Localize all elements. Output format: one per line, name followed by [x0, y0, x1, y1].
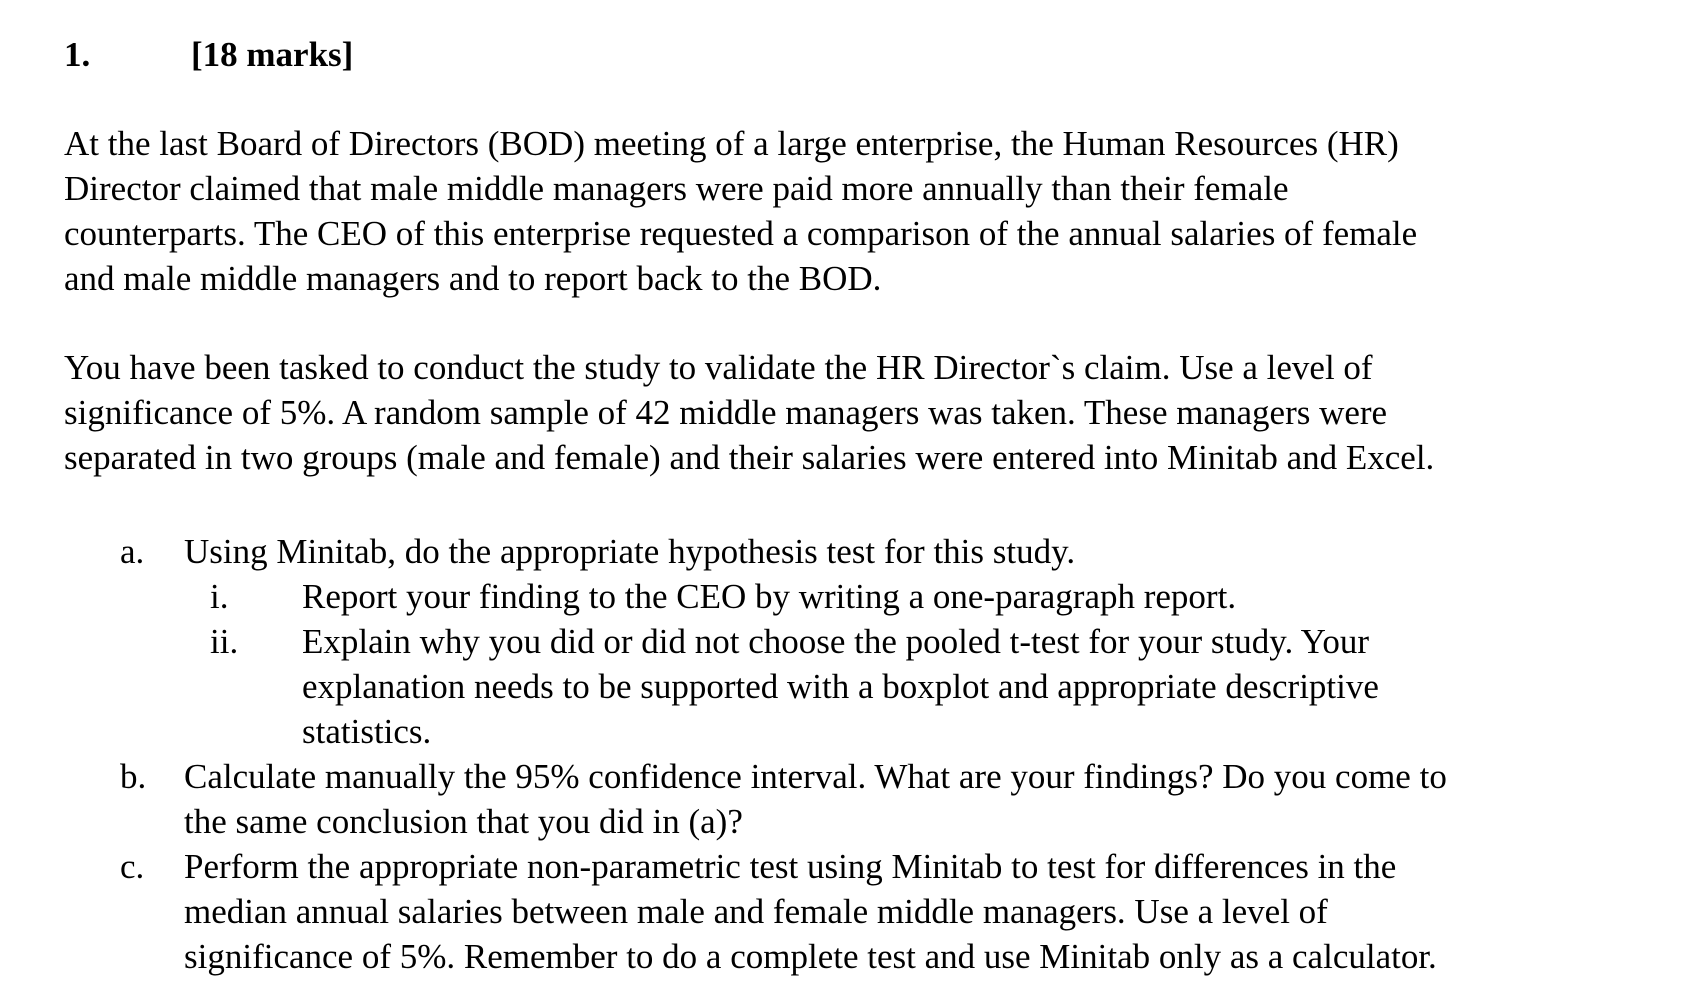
- question-number: 1.: [64, 35, 91, 74]
- intro-paragraph: [64, 121, 1417, 301]
- part-c-marker: c.: [120, 847, 145, 886]
- part-b-marker: b.: [120, 757, 147, 796]
- part-a-i-marker: i.: [210, 577, 229, 616]
- part-b-line: Calculate manually the 95% confidence interval. What are your findings? Do you come to: [184, 757, 1447, 796]
- part-c-line: median annual salaries between male and female middle managers. Use a level of: [184, 892, 1328, 931]
- part-a-text: [184, 529, 1075, 574]
- part-c-text: [184, 844, 1437, 979]
- part-a-marker: a.: [120, 532, 145, 571]
- intro-line: At the last Board of Directors (BOD) meeting of a large enterprise, the Human Resources (HR): [64, 124, 1399, 163]
- part-a-ii-text: [302, 619, 1379, 754]
- part-a-ii-line: Explain why you did or did not choose the pooled t-test for your study. Your: [302, 622, 1370, 661]
- part-a-line: Using Minitab, do the appropriate hypothesis test for this study.: [184, 532, 1076, 571]
- question-header: [64, 32, 353, 77]
- part-a-i-text: [302, 574, 1236, 619]
- part-b-line: the same conclusion that you did in (a)?: [184, 802, 743, 841]
- task-line: significance of 5%. A random sample of 42 middle managers was taken. These managers were: [64, 393, 1388, 432]
- intro-line: counterparts. The CEO of this enterprise requested a comparison of the annual salaries of female: [64, 214, 1418, 253]
- part-a-i-line: Report your finding to the CEO by writing a one-paragraph report.: [302, 577, 1237, 616]
- part-c-line: significance of 5%. Remember to do a complete test and use Minitab only as a calculator.: [184, 937, 1437, 976]
- part-a-ii-line: explanation needs to be supported with a boxplot and appropriate descriptive: [302, 667, 1379, 706]
- task-line: separated in two groups (male and female) and their salaries were entered into Minitab and Excel.: [64, 438, 1435, 477]
- intro-line: Director claimed that male middle managers were paid more annually than their female: [64, 169, 1289, 208]
- intro-line: and male middle managers and to report back to the BOD.: [64, 259, 882, 298]
- part-a-ii-line: statistics.: [302, 712, 432, 751]
- part-b-text: [184, 754, 1447, 844]
- part-a-ii-marker: ii.: [210, 622, 239, 661]
- task-paragraph: [64, 345, 1434, 480]
- question-marks: [18 marks]: [191, 35, 354, 74]
- part-c-line: Perform the appropriate non-parametric test using Minitab to test for differences in the: [184, 847, 1397, 886]
- task-line: You have been tasked to conduct the study to validate the HR Director`s claim. Use a level of: [64, 348, 1373, 387]
